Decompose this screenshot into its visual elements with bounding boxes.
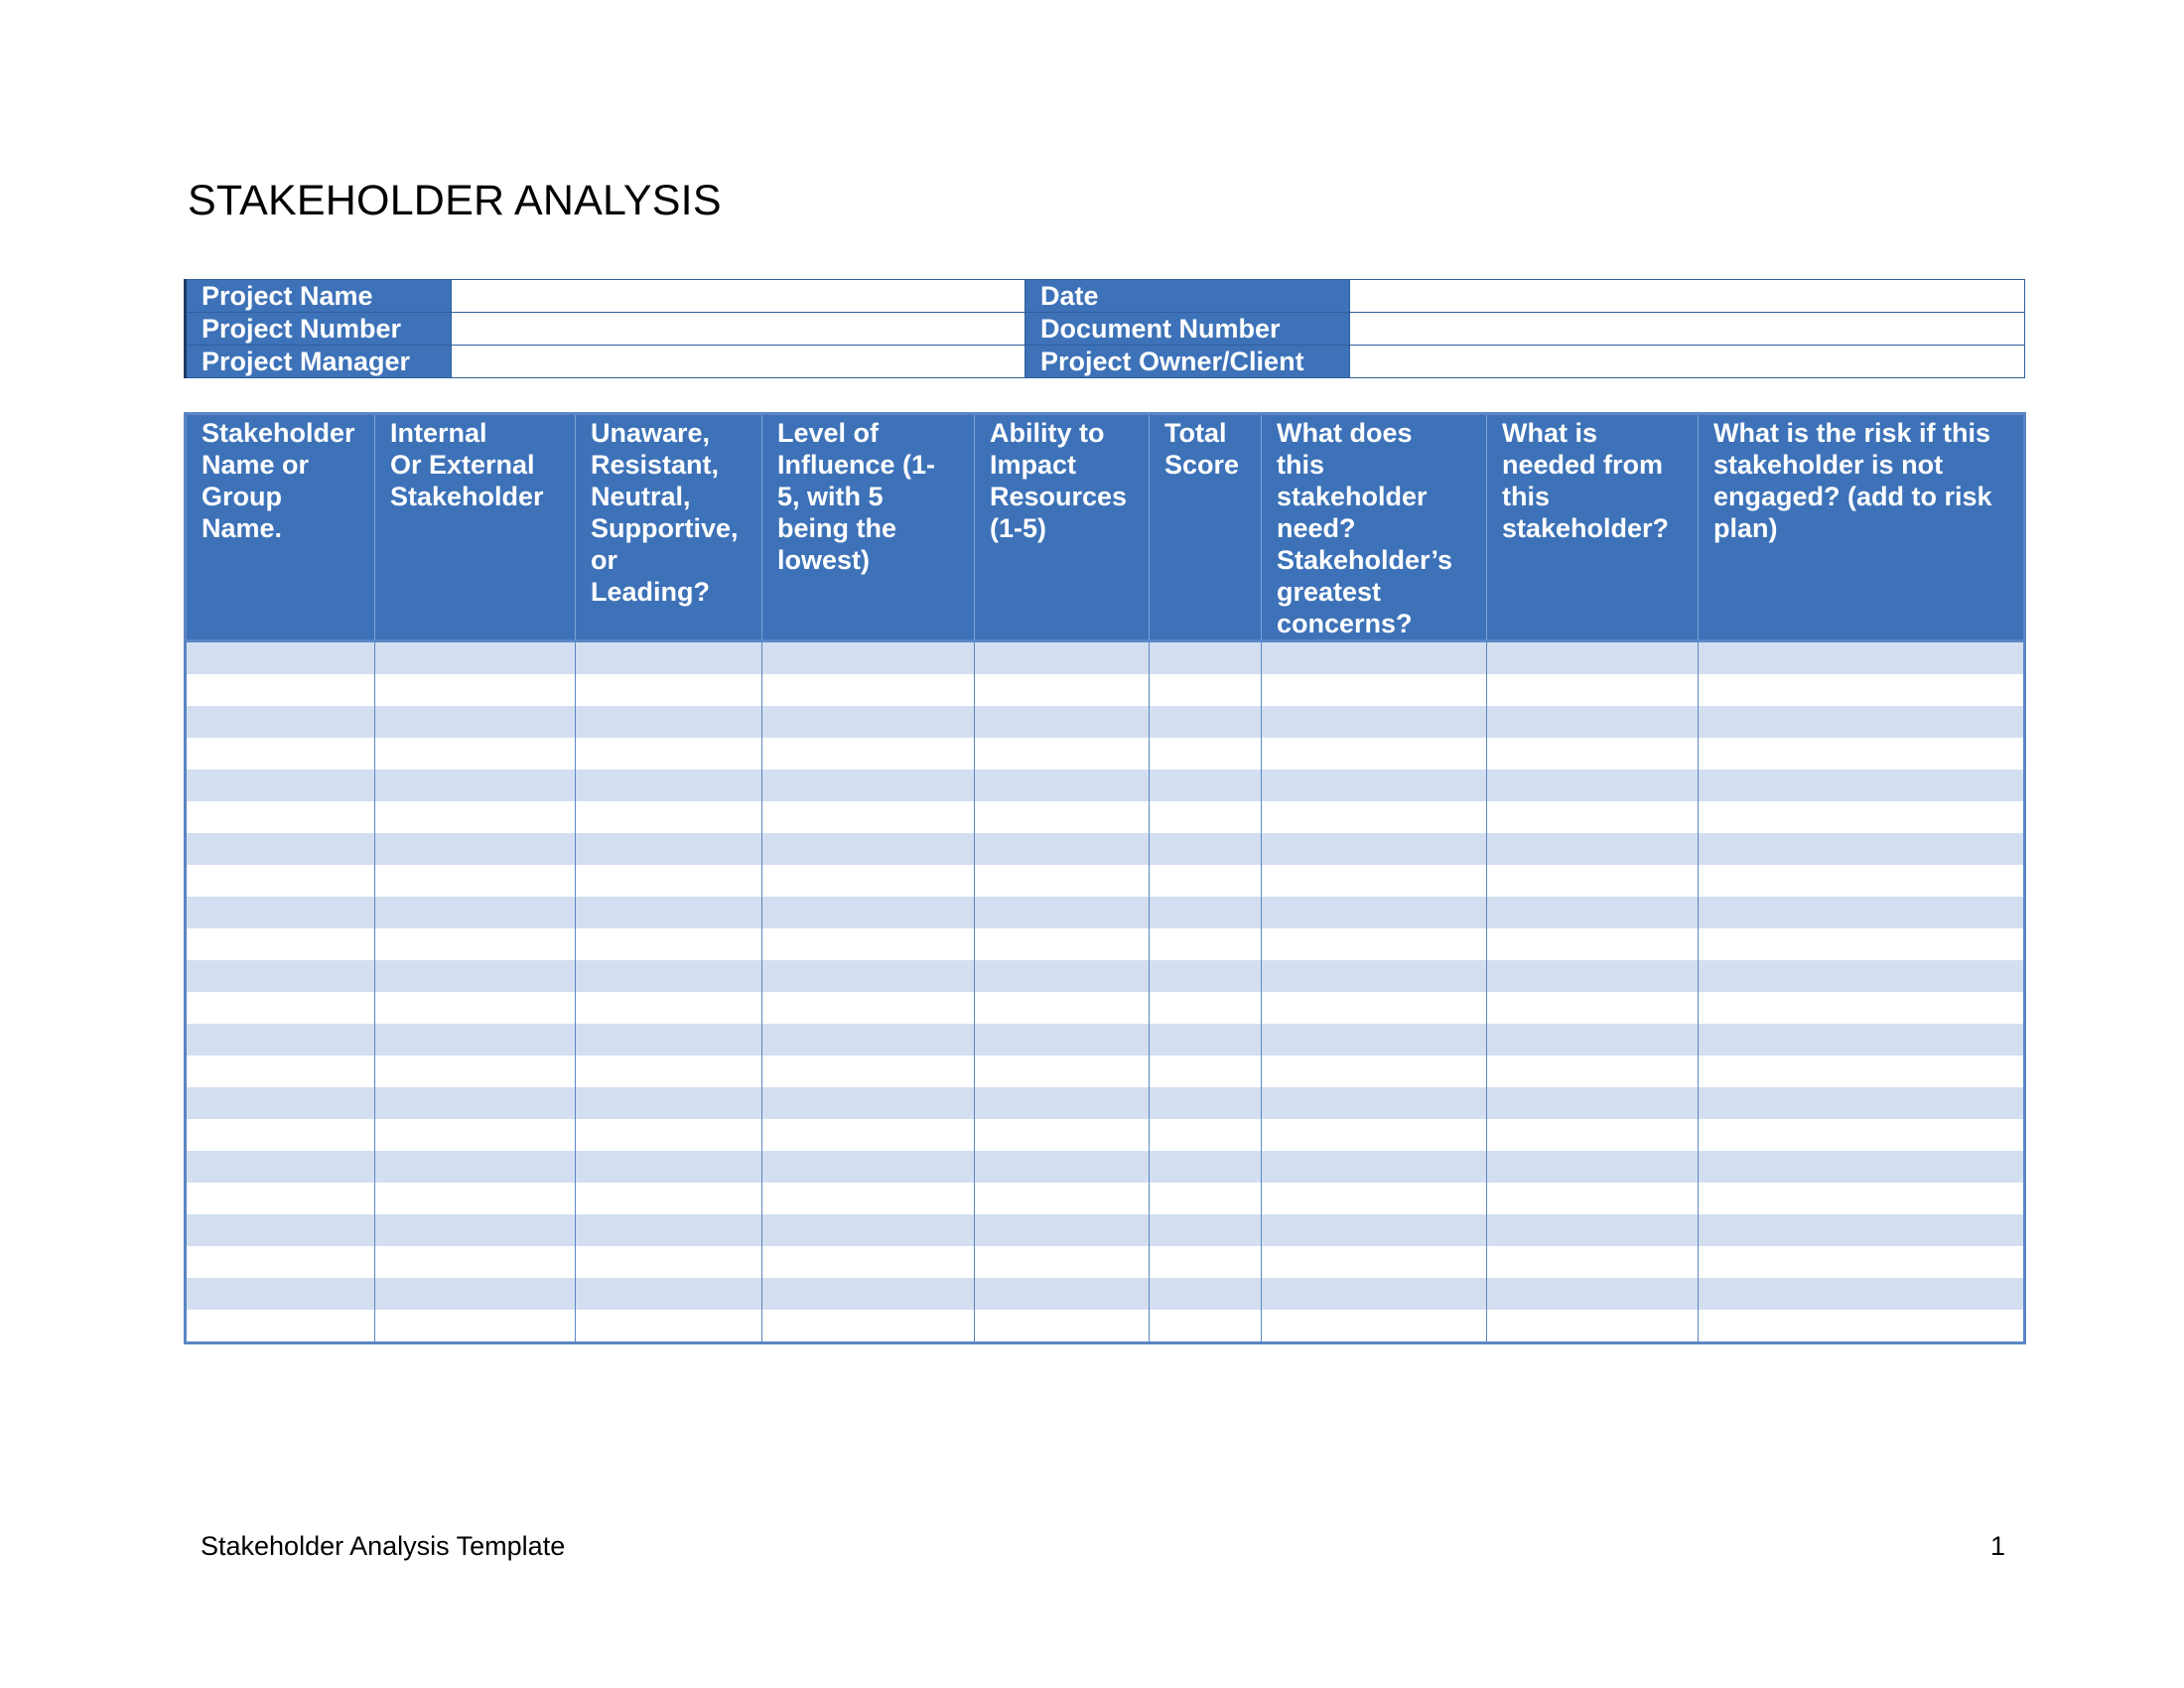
table-cell[interactable] — [375, 1087, 576, 1119]
table-cell[interactable] — [1150, 674, 1262, 706]
info-row — [186, 346, 2025, 378]
table-row — [186, 1055, 2025, 1087]
table-cell[interactable] — [1487, 1278, 1699, 1310]
table-cell[interactable] — [375, 1055, 576, 1087]
table-cell[interactable] — [1487, 992, 1699, 1024]
table-cell[interactable] — [1262, 738, 1487, 770]
table-cell[interactable] — [975, 1024, 1150, 1055]
table-cell[interactable] — [576, 1278, 762, 1310]
table-cell[interactable] — [1487, 1151, 1699, 1183]
table-cell[interactable] — [375, 706, 576, 738]
table-cell[interactable] — [1150, 1151, 1262, 1183]
footer-title: Stakeholder Analysis Template — [201, 1531, 566, 1561]
table-cell[interactable] — [762, 1214, 975, 1246]
table-cell[interactable] — [375, 865, 576, 897]
table-row — [186, 674, 2025, 706]
table-cell[interactable] — [576, 865, 762, 897]
table-cell[interactable] — [1487, 833, 1699, 865]
table-cell[interactable] — [186, 770, 375, 801]
table-cell[interactable] — [1699, 1055, 2025, 1087]
table-row — [186, 641, 2025, 675]
table-cell[interactable] — [1487, 865, 1699, 897]
table-cell[interactable] — [375, 738, 576, 770]
info-row — [186, 313, 2025, 346]
column-header: Level of Influence (1- 5, with 5 being the lowest) — [762, 414, 975, 641]
table-cell[interactable] — [186, 1151, 375, 1183]
table-row — [186, 1214, 2025, 1246]
table-cell[interactable] — [1150, 738, 1262, 770]
table-cell[interactable] — [576, 1024, 762, 1055]
table-cell[interactable] — [762, 897, 975, 928]
table-row — [186, 865, 2025, 897]
table-cell[interactable] — [1150, 641, 1262, 675]
page-number: 1 — [1989, 1531, 2005, 1561]
table-cell[interactable] — [1699, 770, 2025, 801]
table-cell[interactable] — [186, 1214, 375, 1246]
table-cell[interactable] — [762, 1183, 975, 1214]
table-cell[interactable] — [1487, 1119, 1699, 1151]
table-cell[interactable] — [975, 1055, 1150, 1087]
table-cell[interactable] — [762, 1087, 975, 1119]
table-cell[interactable] — [186, 738, 375, 770]
table-cell[interactable] — [186, 1246, 375, 1278]
table-cell[interactable] — [1150, 833, 1262, 865]
table-cell[interactable] — [762, 674, 975, 706]
table-cell[interactable] — [1262, 1246, 1487, 1278]
table-cell[interactable] — [576, 960, 762, 992]
table-cell[interactable] — [576, 1087, 762, 1119]
table-cell[interactable] — [1262, 1310, 1487, 1343]
table-row — [186, 1024, 2025, 1055]
table-cell[interactable] — [1699, 674, 2025, 706]
table-cell[interactable] — [1487, 738, 1699, 770]
table-cell[interactable] — [762, 833, 975, 865]
table-cell[interactable] — [1487, 674, 1699, 706]
stakeholder-table — [184, 412, 2026, 1344]
table-cell[interactable] — [1150, 1278, 1262, 1310]
column-header: What is needed from this stakeholder? — [1487, 414, 1699, 641]
table-cell[interactable] — [1150, 1246, 1262, 1278]
table-cell[interactable] — [1150, 706, 1262, 738]
table-cell[interactable] — [576, 928, 762, 960]
table-cell[interactable] — [762, 1024, 975, 1055]
table-cell[interactable] — [1150, 770, 1262, 801]
project-name-label: Project Name — [186, 280, 452, 313]
table-cell[interactable] — [1262, 865, 1487, 897]
project-info-table — [184, 279, 2025, 378]
table-cell[interactable] — [975, 992, 1150, 1024]
table-cell[interactable] — [1699, 1310, 2025, 1343]
table-cell[interactable] — [1699, 1183, 2025, 1214]
table-cell[interactable] — [975, 1119, 1150, 1151]
table-cell[interactable] — [1262, 992, 1487, 1024]
table-cell[interactable] — [975, 1278, 1150, 1310]
table-cell[interactable] — [186, 865, 375, 897]
table-cell[interactable] — [1699, 865, 2025, 897]
table-cell[interactable] — [762, 992, 975, 1024]
table-cell[interactable] — [1699, 1278, 2025, 1310]
table-cell[interactable] — [762, 1055, 975, 1087]
table-cell[interactable] — [1150, 801, 1262, 833]
table-cell[interactable] — [1150, 960, 1262, 992]
table-cell[interactable] — [975, 1214, 1150, 1246]
date-label: Date — [1025, 280, 1350, 313]
table-row — [186, 1278, 2025, 1310]
table-cell[interactable] — [186, 1119, 375, 1151]
table-cell[interactable] — [1487, 641, 1699, 675]
table-cell[interactable] — [1487, 706, 1699, 738]
table-cell[interactable] — [1262, 1024, 1487, 1055]
table-cell[interactable] — [1487, 1024, 1699, 1055]
column-header: Unaware, Resistant, Neutral, Supportive, or Leading? — [576, 414, 762, 641]
table-cell[interactable] — [375, 1183, 576, 1214]
table-cell[interactable] — [576, 1310, 762, 1343]
table-cell[interactable] — [576, 833, 762, 865]
table-row — [186, 801, 2025, 833]
table-cell[interactable] — [1487, 770, 1699, 801]
table-cell[interactable] — [186, 1310, 375, 1343]
table-cell[interactable] — [576, 641, 762, 675]
table-cell[interactable] — [762, 928, 975, 960]
table-cell[interactable] — [975, 738, 1150, 770]
table-cell[interactable] — [1262, 1278, 1487, 1310]
table-cell[interactable] — [1699, 1087, 2025, 1119]
table-cell[interactable] — [975, 770, 1150, 801]
table-cell[interactable] — [375, 1214, 576, 1246]
table-row — [186, 770, 2025, 801]
table-cell[interactable] — [1262, 1183, 1487, 1214]
table-cell[interactable] — [1262, 674, 1487, 706]
column-header: What does this stakeholder need? Stakeholder’s greatest concerns? — [1262, 414, 1487, 641]
document-number-field[interactable] — [1350, 313, 2025, 346]
table-cell[interactable] — [1699, 1151, 2025, 1183]
table-row — [186, 1119, 2025, 1151]
table-cell[interactable] — [186, 928, 375, 960]
table-cell[interactable] — [762, 801, 975, 833]
table-cell[interactable] — [762, 1119, 975, 1151]
table-cell[interactable] — [1487, 1246, 1699, 1278]
table-cell[interactable] — [576, 897, 762, 928]
table-cell[interactable] — [762, 641, 975, 675]
table-cell[interactable] — [375, 1119, 576, 1151]
table-cell[interactable] — [1262, 1119, 1487, 1151]
table-cell[interactable] — [1262, 960, 1487, 992]
table-cell[interactable] — [1699, 897, 2025, 928]
table-cell[interactable] — [762, 1151, 975, 1183]
table-cell[interactable] — [375, 770, 576, 801]
table-cell[interactable] — [375, 641, 576, 675]
table-cell[interactable] — [1699, 706, 2025, 738]
table-cell[interactable] — [975, 641, 1150, 675]
table-row — [186, 833, 2025, 865]
table-cell[interactable] — [762, 738, 975, 770]
table-cell[interactable] — [576, 674, 762, 706]
table-cell[interactable] — [1699, 960, 2025, 992]
table-cell[interactable] — [1487, 801, 1699, 833]
table-cell[interactable] — [1262, 641, 1487, 675]
table-row — [186, 706, 2025, 738]
document-number-label: Document Number — [1025, 313, 1350, 346]
table-row — [186, 738, 2025, 770]
table-cell[interactable] — [576, 1214, 762, 1246]
project-name-field[interactable] — [452, 280, 1025, 313]
table-row — [186, 897, 2025, 928]
table-cell[interactable] — [186, 1183, 375, 1214]
table-cell[interactable] — [1699, 833, 2025, 865]
table-cell[interactable] — [1150, 1119, 1262, 1151]
project-owner-label: Project Owner/Client — [1025, 346, 1350, 378]
table-row — [186, 960, 2025, 992]
table-cell[interactable] — [186, 706, 375, 738]
table-cell[interactable] — [375, 960, 576, 992]
table-header-row — [186, 414, 2025, 641]
table-cell[interactable] — [1487, 1310, 1699, 1343]
table-cell[interactable] — [975, 1310, 1150, 1343]
table-cell[interactable] — [1699, 1246, 2025, 1278]
table-cell[interactable] — [576, 992, 762, 1024]
table-cell[interactable] — [762, 865, 975, 897]
table-cell[interactable] — [1262, 801, 1487, 833]
table-cell[interactable] — [762, 770, 975, 801]
table-cell[interactable] — [375, 897, 576, 928]
project-manager-label: Project Manager — [186, 346, 452, 378]
table-cell[interactable] — [1487, 1055, 1699, 1087]
project-manager-field[interactable] — [452, 346, 1025, 378]
table-cell[interactable] — [186, 1278, 375, 1310]
table-cell[interactable] — [576, 1246, 762, 1278]
table-cell[interactable] — [375, 1278, 576, 1310]
table-cell[interactable] — [975, 706, 1150, 738]
table-cell[interactable] — [1487, 897, 1699, 928]
table-cell[interactable] — [975, 897, 1150, 928]
table-cell[interactable] — [975, 1183, 1150, 1214]
table-cell[interactable] — [186, 641, 375, 675]
table-cell[interactable] — [375, 1024, 576, 1055]
table-cell[interactable] — [576, 770, 762, 801]
table-cell[interactable] — [975, 1151, 1150, 1183]
table-cell[interactable] — [975, 833, 1150, 865]
column-header: Ability to Impact Resources (1-5) — [975, 414, 1150, 641]
table-cell[interactable] — [1262, 833, 1487, 865]
table-cell[interactable] — [375, 928, 576, 960]
table-cell[interactable] — [975, 674, 1150, 706]
table-cell[interactable] — [1150, 992, 1262, 1024]
table-cell[interactable] — [975, 1246, 1150, 1278]
table-cell[interactable] — [1699, 1214, 2025, 1246]
table-cell[interactable] — [186, 833, 375, 865]
table-cell[interactable] — [576, 1119, 762, 1151]
table-cell[interactable] — [1150, 1055, 1262, 1087]
table-cell[interactable] — [375, 674, 576, 706]
table-cell[interactable] — [1487, 1214, 1699, 1246]
page-title: STAKEHOLDER ANALYSIS — [188, 177, 722, 224]
table-cell[interactable] — [1262, 706, 1487, 738]
table-cell[interactable] — [1150, 1087, 1262, 1119]
table-cell[interactable] — [1699, 801, 2025, 833]
table-body — [186, 641, 2025, 1343]
table-cell[interactable] — [975, 928, 1150, 960]
table-cell[interactable] — [762, 960, 975, 992]
table-cell[interactable] — [1699, 641, 2025, 675]
table-cell[interactable] — [375, 1246, 576, 1278]
table-cell[interactable] — [576, 1055, 762, 1087]
table-cell[interactable] — [1150, 1214, 1262, 1246]
table-cell[interactable] — [1262, 1151, 1487, 1183]
table-cell[interactable] — [762, 1310, 975, 1343]
table-row — [186, 1183, 2025, 1214]
table-cell[interactable] — [1699, 928, 2025, 960]
table-row — [186, 1087, 2025, 1119]
table-cell[interactable] — [1150, 1310, 1262, 1343]
table-cell[interactable] — [576, 706, 762, 738]
table-cell[interactable] — [1150, 928, 1262, 960]
table-cell[interactable] — [975, 960, 1150, 992]
table-cell[interactable] — [1699, 738, 2025, 770]
info-row — [186, 280, 2025, 313]
table-cell[interactable] — [975, 865, 1150, 897]
table-cell[interactable] — [186, 1087, 375, 1119]
table-cell[interactable] — [1487, 960, 1699, 992]
table-cell[interactable] — [762, 706, 975, 738]
table-row — [186, 1310, 2025, 1343]
table-cell[interactable] — [576, 1183, 762, 1214]
date-field[interactable] — [1350, 280, 2025, 313]
table-row — [186, 1246, 2025, 1278]
table-cell[interactable] — [1699, 1119, 2025, 1151]
table-cell[interactable] — [375, 992, 576, 1024]
table-row — [186, 928, 2025, 960]
project-number-label: Project Number — [186, 313, 452, 346]
table-cell[interactable] — [1262, 770, 1487, 801]
table-cell[interactable] — [1487, 1087, 1699, 1119]
table-cell[interactable] — [186, 1055, 375, 1087]
table-cell[interactable] — [1699, 1024, 2025, 1055]
table-cell[interactable] — [1150, 865, 1262, 897]
table-cell[interactable] — [576, 738, 762, 770]
table-cell[interactable] — [375, 1151, 576, 1183]
column-header: Stakeholder Name or Group Name. — [186, 414, 375, 641]
table-cell[interactable] — [186, 674, 375, 706]
column-header: Total Score — [1150, 414, 1262, 641]
table-cell[interactable] — [186, 897, 375, 928]
table-cell[interactable] — [1699, 992, 2025, 1024]
table-cell[interactable] — [762, 1246, 975, 1278]
table-cell[interactable] — [1150, 897, 1262, 928]
project-number-field[interactable] — [452, 313, 1025, 346]
table-cell[interactable] — [186, 1024, 375, 1055]
table-cell[interactable] — [1150, 1183, 1262, 1214]
table-cell[interactable] — [975, 801, 1150, 833]
table-cell[interactable] — [975, 1087, 1150, 1119]
table-cell[interactable] — [186, 992, 375, 1024]
table-cell[interactable] — [375, 801, 576, 833]
table-cell[interactable] — [1262, 1214, 1487, 1246]
table-cell[interactable] — [1262, 897, 1487, 928]
table-cell[interactable] — [1262, 1055, 1487, 1087]
table-cell[interactable] — [186, 960, 375, 992]
table-cell[interactable] — [1262, 1087, 1487, 1119]
project-owner-field[interactable] — [1350, 346, 2025, 378]
table-cell[interactable] — [576, 1151, 762, 1183]
table-cell[interactable] — [1150, 1024, 1262, 1055]
table-cell[interactable] — [1487, 1183, 1699, 1214]
table-cell[interactable] — [375, 833, 576, 865]
table-cell[interactable] — [1487, 928, 1699, 960]
table-cell[interactable] — [1262, 928, 1487, 960]
table-row — [186, 992, 2025, 1024]
table-row — [186, 1151, 2025, 1183]
column-header: What is the risk if this stakeholder is not engaged? (add to risk plan) — [1699, 414, 2025, 641]
table-cell[interactable] — [186, 801, 375, 833]
column-header: Internal Or External Stakeholder — [375, 414, 576, 641]
table-cell[interactable] — [576, 801, 762, 833]
table-cell[interactable] — [762, 1278, 975, 1310]
table-cell[interactable] — [375, 1310, 576, 1343]
